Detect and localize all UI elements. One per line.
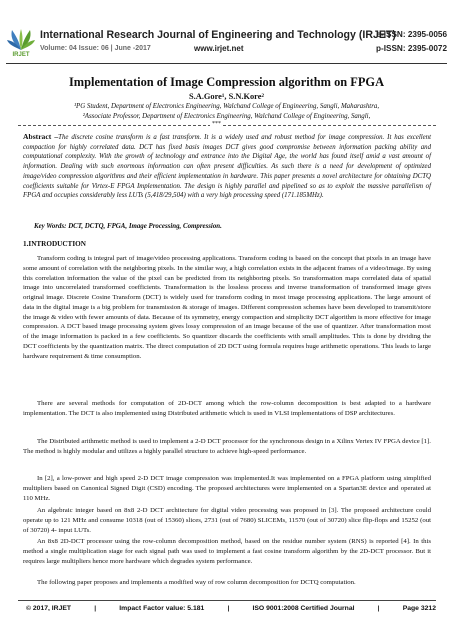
keywords: Key Words: DCT, DCTQ, FPGA, Image Processing, Compression. bbox=[34, 223, 222, 230]
abstract bbox=[23, 132, 431, 201]
journal-website[interactable]: www.irjet.net bbox=[194, 44, 244, 53]
journal-title: International Research Journal of Engineering and Technology (IRJET) bbox=[40, 29, 396, 41]
volume-issue: Volume: 04 Issue: 06 | June -2017 bbox=[40, 45, 151, 52]
logo-text: IRJET bbox=[12, 52, 30, 58]
separator-stars: *** bbox=[212, 121, 221, 127]
paragraph: There are several methods for computation of 2D-DCT among which the row-column decomposition is best adapted to a hardware implementation. The DCT is also implemented using Distributed arithmetic which is used in VLSI implementations of DSP architectures. bbox=[23, 400, 431, 417]
paper-title: Implementation of Image Compression algorithm on FPGA bbox=[68, 75, 385, 89]
irjet-logo bbox=[6, 28, 36, 62]
footer-iso: ISO 9001:2008 Certified Journal bbox=[252, 605, 355, 612]
affiliation-1: ¹PG Student, Department of Electronics Engineering, Walchand College of Engineering, Sangli, Maharashtra, bbox=[73, 103, 380, 110]
footer-page-number: Page 3212 bbox=[402, 605, 436, 612]
footer-impact-factor: Impact Factor value: 5.181 bbox=[119, 605, 205, 612]
footer-copyright: © 2017, IRJET bbox=[26, 605, 72, 612]
footer-separator: | bbox=[94, 605, 97, 612]
paragraph: An 8x8 2D-DCT processor using the row-column decomposition method, based on the residue number system (RNS) is reported [4]. In this method a single multiplication stage for each signal path was used to implement a fast cosine transform algorithm by the 2D-DCT processor. But it requires large multipliers hence more hardware which degrades system performance. bbox=[23, 538, 431, 565]
paragraph: Transform coding is integral part of image/video processing applications. Transform coding is based on the concept that pixels in an image have some amount of correlation with the neighboring pixels. In the similar way, a high correlation exists in the adjacent frames of a video/image. By using this correlation information the value of the pixel can be predicted from its neighboring pixels. So transformation maps correlated data of spatial image into uncorrelated transformed coefficients. Transformation is the lossless process and inverse transformation of transformed image gives original image. Discrete Cosine Transform (DCT) is widely used for transform coding in most image processing applications. The large amount of data in the digital image is a big problem for transmission & storage of images. Different compression schemes have been developed to transmit/store the image & video with fewer amounts of data. Because of its symmetry, energy compaction and simplicity DCT algorithm is more effective for image compression. A DCT based image processing system gives lossy compression of an image because of the use of quantizer. After transformation most of the image information is packed in a few coefficients. So quantizer discards the coefficients with small amplitudes. This is done by dividing the DCT coefficients by the quantization matrix. The direct computation of 2D DCT using formula requires huge arithmetic operations. This leads to large hardware requirement & time consumption. bbox=[23, 255, 431, 360]
e-issn: e-ISSN: 2395-0056 bbox=[376, 30, 447, 39]
journal-header bbox=[6, 28, 447, 62]
affiliation-2: ²Associate Professor, Department of Electronics Engineering, Walchand College of Engineering, Sangli, bbox=[82, 113, 371, 120]
paragraph: The Distributed arithmetic method is used to implement a 2-D DCT processor for the synchronous design in a Xilinx Vertex IV FPGA device [1]. The method is highly modular and utilizes a highly parallel structure to achieve high-speed performance. bbox=[23, 438, 431, 455]
abstract-heading: Abstract – bbox=[23, 132, 59, 141]
section-heading-introduction: 1.INTRODUCTION bbox=[23, 240, 86, 248]
paragraph: An algebraic integer based on 8x8 2-D DCT architecture for digital video processing was proposed in [3]. The proposed architecture could operate up to 121 MHz and consume 10318 (out of 15360) slices, 2731 (out of 7680) SLICEMs, 11570 (out of 30720) slice flip-flops and 15252 (out of 30720) 4- input LUTs. bbox=[23, 507, 431, 534]
footer-separator: | bbox=[227, 605, 230, 612]
footer-separator: | bbox=[377, 605, 380, 612]
page-footer bbox=[26, 605, 436, 612]
abstract-body: The discrete cosine transform is a fast transform. It is a widely used and robust method for image compression. It has excellent compaction for highly correlated data. DCT has fixed basis images DCT gives good compromise between information packing ability and computational complexity. With the growth of technology and entrance into the Digital Age, the world has found itself amid a vast amount of information. Dealing with such enormous information can often present difficulties. As such there is a need for development of optimized image/video compression algorithms and their efficient implementation in hardware. This paper presents a novel architecture for obtaining DCTQ coefficients suitable for Virtex-E FPGA Implementation. The design is highly parallel and pipelined so as to exploit the massive parallelism of FPGA and occupies considerably less LUTs (5,418/29,504) with a very high processing speed (171.185MHz). bbox=[23, 134, 432, 200]
separator-rule bbox=[18, 125, 436, 126]
paragraph: The following paper proposes and implements a modified way of row column decomposition for DCTQ computation. bbox=[37, 579, 356, 586]
paper-authors: S.A.Gore¹, S.N.Kore² bbox=[189, 92, 264, 101]
leaf-icon bbox=[6, 28, 36, 52]
footer-divider bbox=[18, 600, 436, 601]
header-divider bbox=[6, 63, 447, 64]
paragraph: In [2], a low-power and high speed 2-D DCT image compression was implemented.It was implemented on a FPGA platform using simplified multipliers based on Canonical Signed Digit (CSD) encoding. The proposed architectures were implemented on a Spartan3E device and operated at 110 MHz. bbox=[23, 475, 431, 502]
p-issn: p-ISSN: 2395-0072 bbox=[376, 44, 447, 53]
